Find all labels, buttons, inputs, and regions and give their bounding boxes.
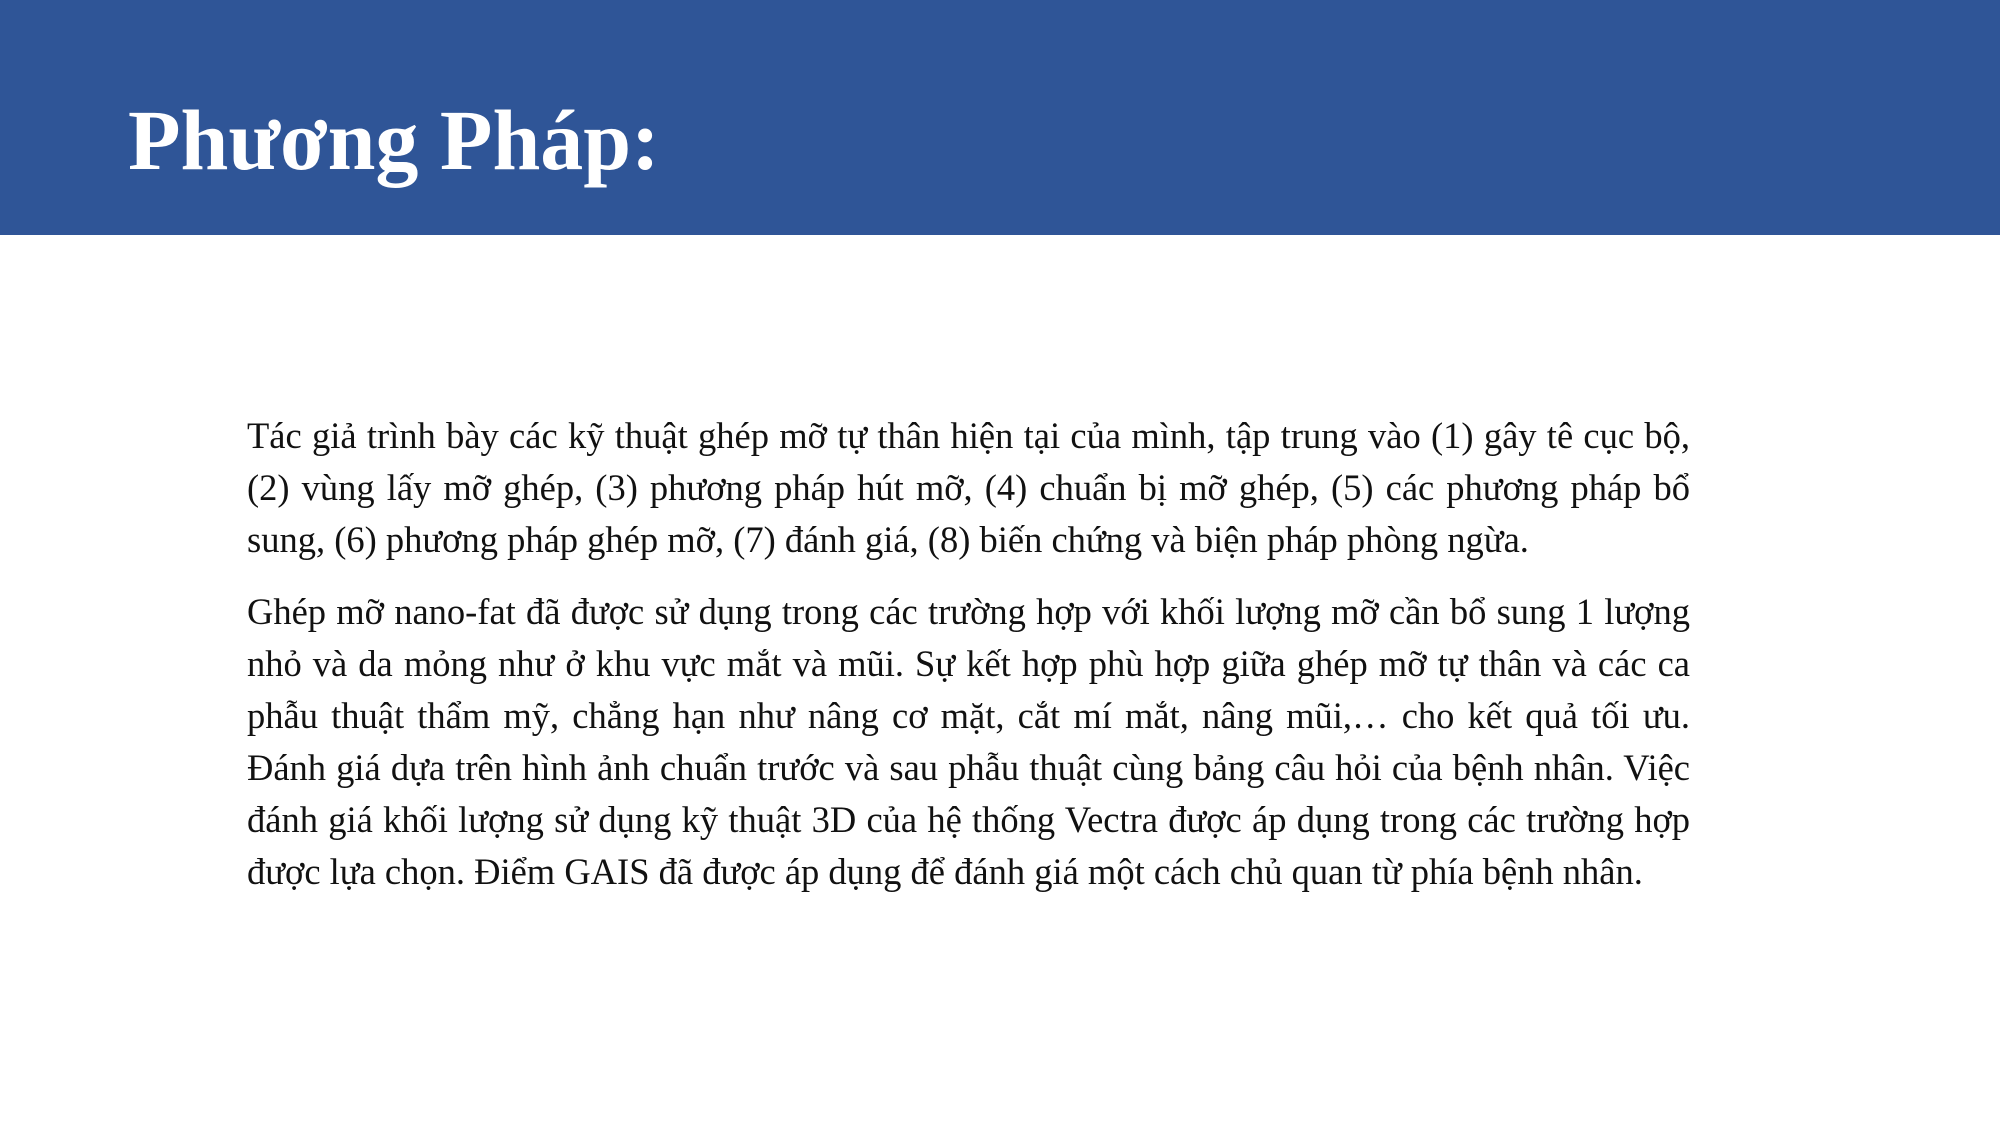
paragraph-1: Tác giả trình bày các kỹ thuật ghép mỡ tự thân hiện tại của mình, tập trung vào (1) gây tê cục bộ, (2) vùng lấy mỡ ghép, (3) phương pháp hút mỡ, (4) chuẩn bị mỡ ghép, (5) các phương pháp bổ sung, (6) phương pháp ghép mỡ, (7) đánh giá, (8) biến chứng và biện pháp phòng ngừa.	[247, 415, 1690, 560]
paragraph-2: Ghép mỡ nano-fat đã được sử dụng trong các trường hợp với khối lượng mỡ cần bổ sung 1 lượng nhỏ và da mỏng như ở khu vực mắt và mũi. Sự kết hợp phù hợp giữa ghép mỡ tự thân và các ca phẫu thuật thẩm mỹ, chẳng hạn như nâng cơ mặt, cắt mí mắt, nâng mũi,… cho kết quả tối ưu. Đánh giá dựa trên hình ảnh chuẩn trước và sau phẫu thuật cùng bảng câu hỏi của bệnh nhân. Việc đánh giá khối lượng sử dụng kỹ thuật 3D của hệ thống Vectra được áp dụng trong các trường hợp được lựa chọn. Điểm GAIS đã được áp dụng để đánh giá một cách chủ quan từ phía bệnh nhân.	[247, 591, 1690, 892]
slide-title: Phương Pháp:	[128, 92, 660, 188]
header-band	[0, 0, 2000, 235]
body-text	[247, 410, 1690, 918]
